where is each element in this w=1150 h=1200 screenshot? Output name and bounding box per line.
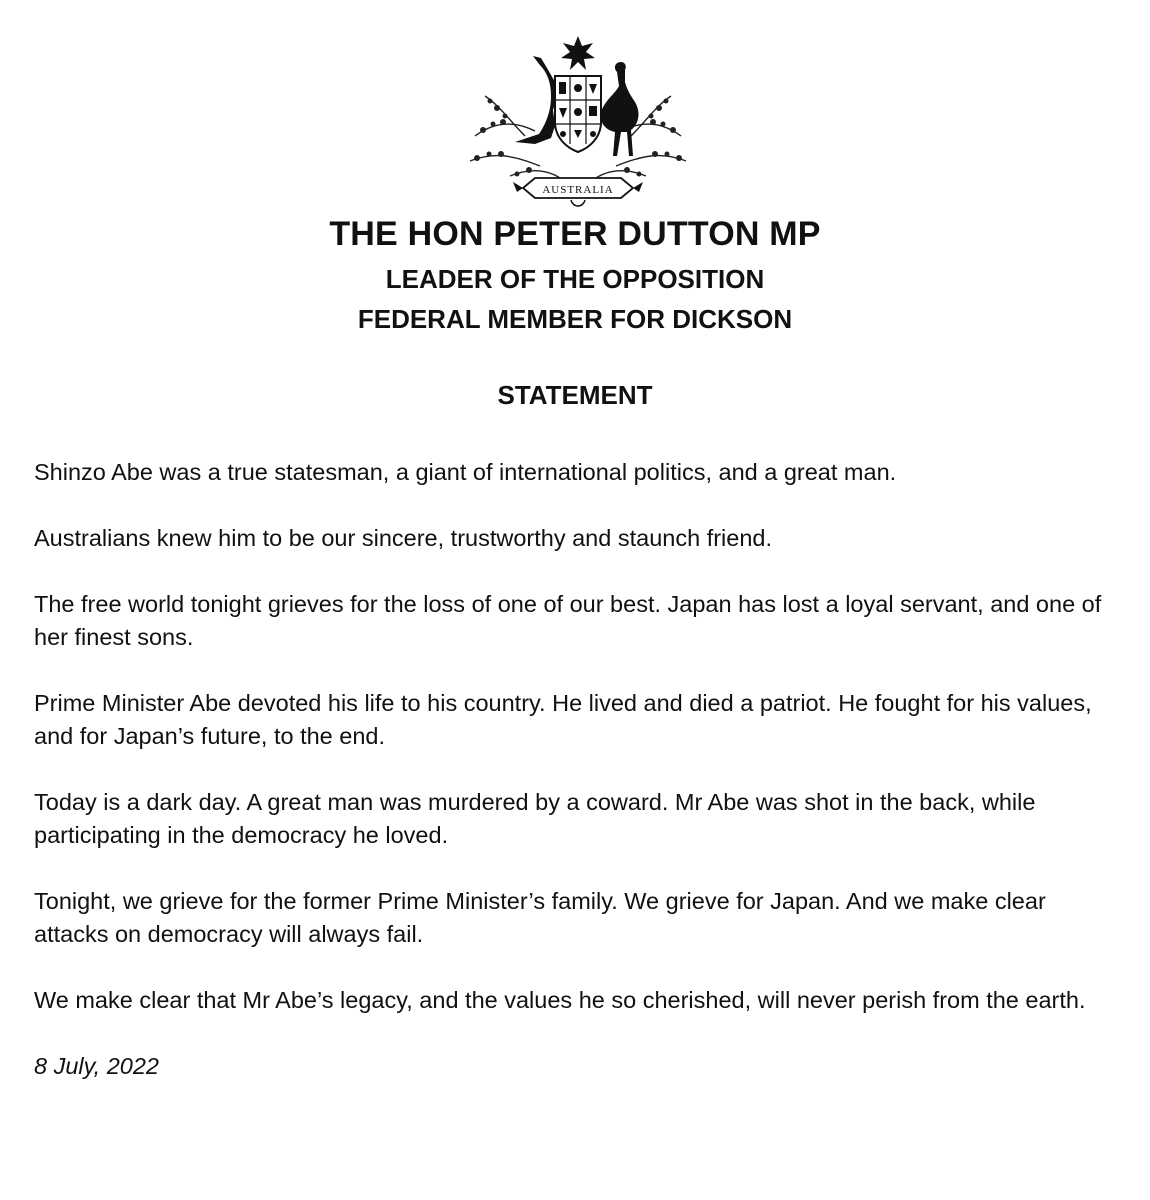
statement-paragraph: The free world tonight grieves for the loss of one of our best. Japan has lost a loyal servant, and one of her finest sons. (34, 591, 1102, 650)
member-title-electorate: FEDERAL MEMBER FOR DICKSON (357, 304, 793, 334)
coat-of-arms-logo (455, 26, 701, 216)
statement-paragraph: We make clear that Mr Abe’s legacy, and the values he so cherished, will never perish from the earth. (34, 987, 1086, 1013)
shield-icon (555, 76, 601, 152)
statement-paragraph: Shinzo Abe was a true statesman, a giant of international politics, and a great man. (34, 459, 897, 485)
member-name: THE HON PETER DUTTON MP (329, 215, 821, 253)
crest-label: AUSTRALIA (542, 184, 614, 196)
emu-icon (601, 62, 639, 156)
kangaroo-icon (515, 56, 557, 144)
member-title-leader: LEADER OF THE OPPOSITION (385, 264, 765, 294)
statement-paragraph: Tonight, we grieve for the former Prime Minister’s family. We grieve for Japan. And we make clear attacks on democracy will always fail. (34, 888, 1046, 947)
statement-paragraph: Prime Minister Abe devoted his life to his country. He lived and died a patriot. He fought for his values, and for Japan’s future, to the end. (34, 690, 1092, 749)
document-type-heading: STATEMENT (497, 380, 653, 410)
commonwealth-star-icon (561, 36, 595, 70)
scroll-banner (513, 178, 643, 198)
statement-paragraph: Today is a dark day. A great man was murdered by a coward. Mr Abe was shot in the back, while participating in the democracy he loved. (34, 789, 1036, 848)
statement-body (34, 456, 1124, 1116)
statement-paragraph: Australians knew him to be our sincere, trustworthy and staunch friend. (34, 525, 773, 551)
statement-date: 8 July, 2022 (34, 1053, 159, 1079)
